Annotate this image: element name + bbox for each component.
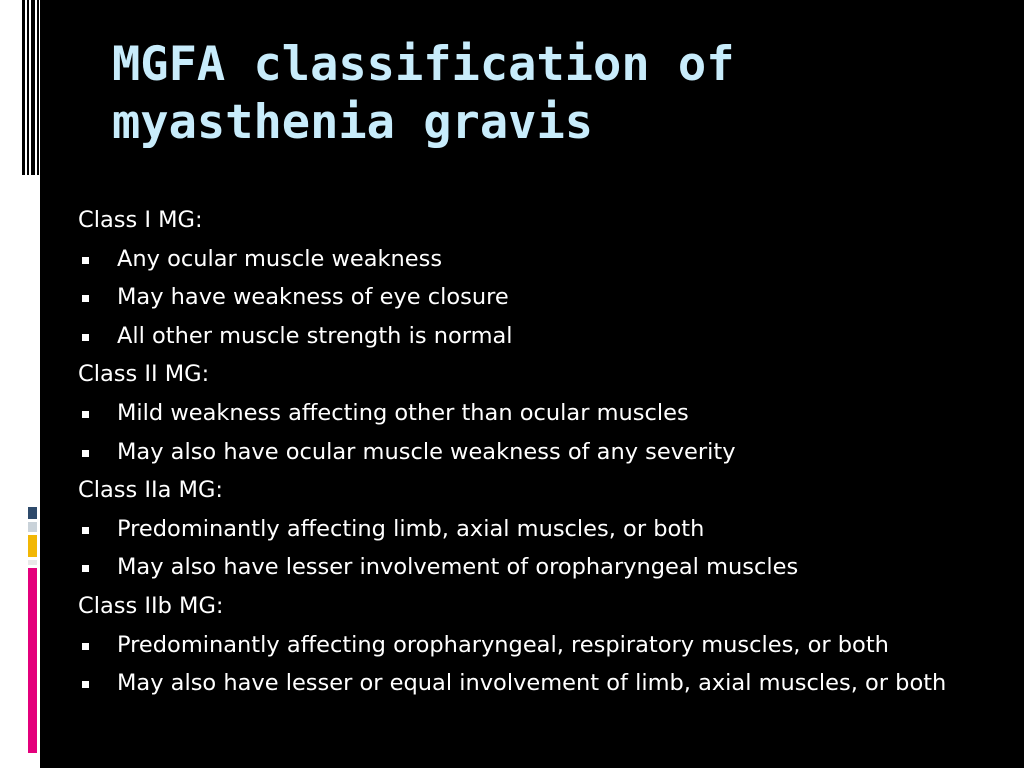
class-heading: Class IIa MG: [78, 477, 223, 504]
bullet-text: Predominantly affecting oropharyngeal, respiratory muscles, or both [117, 631, 889, 658]
bullet-text: May have weakness of eye closure [117, 284, 509, 311]
accent-bar-gray [28, 522, 37, 532]
square-bullet-icon [82, 643, 89, 650]
slide-title: MGFA classification of myasthenia gravis [112, 37, 735, 150]
class-heading: Class IIb MG: [78, 592, 224, 619]
decorative-color-bars [28, 507, 37, 756]
bullet-text: Any ocular muscle weakness [117, 245, 443, 272]
square-bullet-icon [82, 450, 89, 457]
accent-bar-light [28, 560, 37, 565]
class-heading: Class I MG: [78, 207, 203, 233]
accent-bar-navy [28, 507, 37, 519]
bullet-text: May also have ocular muscle weakness of any severity [117, 438, 736, 465]
bullet-item [78, 510, 998, 549]
square-bullet-icon [82, 565, 89, 572]
square-bullet-icon [82, 334, 89, 341]
bullet-item [78, 394, 998, 433]
square-bullet-icon [82, 527, 89, 534]
bullet-item [78, 626, 998, 665]
bullet-item [78, 240, 998, 279]
bullet-item [78, 664, 998, 703]
square-bullet-icon [82, 295, 89, 302]
bullet-item [78, 433, 998, 472]
class-heading: Class II MG: [78, 361, 210, 388]
accent-bar-magenta [28, 568, 37, 753]
square-bullet-icon [82, 257, 89, 264]
left-margin-strip [0, 0, 40, 768]
content-list [78, 201, 998, 703]
bullet-text: May also have lesser or equal involvement of limb, axial muscles, or both [117, 670, 947, 697]
bullet-item [78, 317, 998, 356]
square-bullet-icon [82, 681, 89, 688]
bullet-text: May also have lesser involvement of oropharyngeal muscles [117, 554, 799, 581]
bullet-text: Mild weakness affecting other than ocular muscles [117, 399, 689, 426]
bullet-text: All other muscle strength is normal [117, 322, 513, 349]
square-bullet-icon [82, 411, 89, 418]
bullet-text: Predominantly affecting limb, axial muscles, or both [117, 515, 705, 542]
accent-bar-yellow [28, 535, 37, 557]
decorative-vertical-lines [20, 0, 40, 175]
bullet-item [78, 548, 998, 587]
bullet-item [78, 278, 998, 317]
